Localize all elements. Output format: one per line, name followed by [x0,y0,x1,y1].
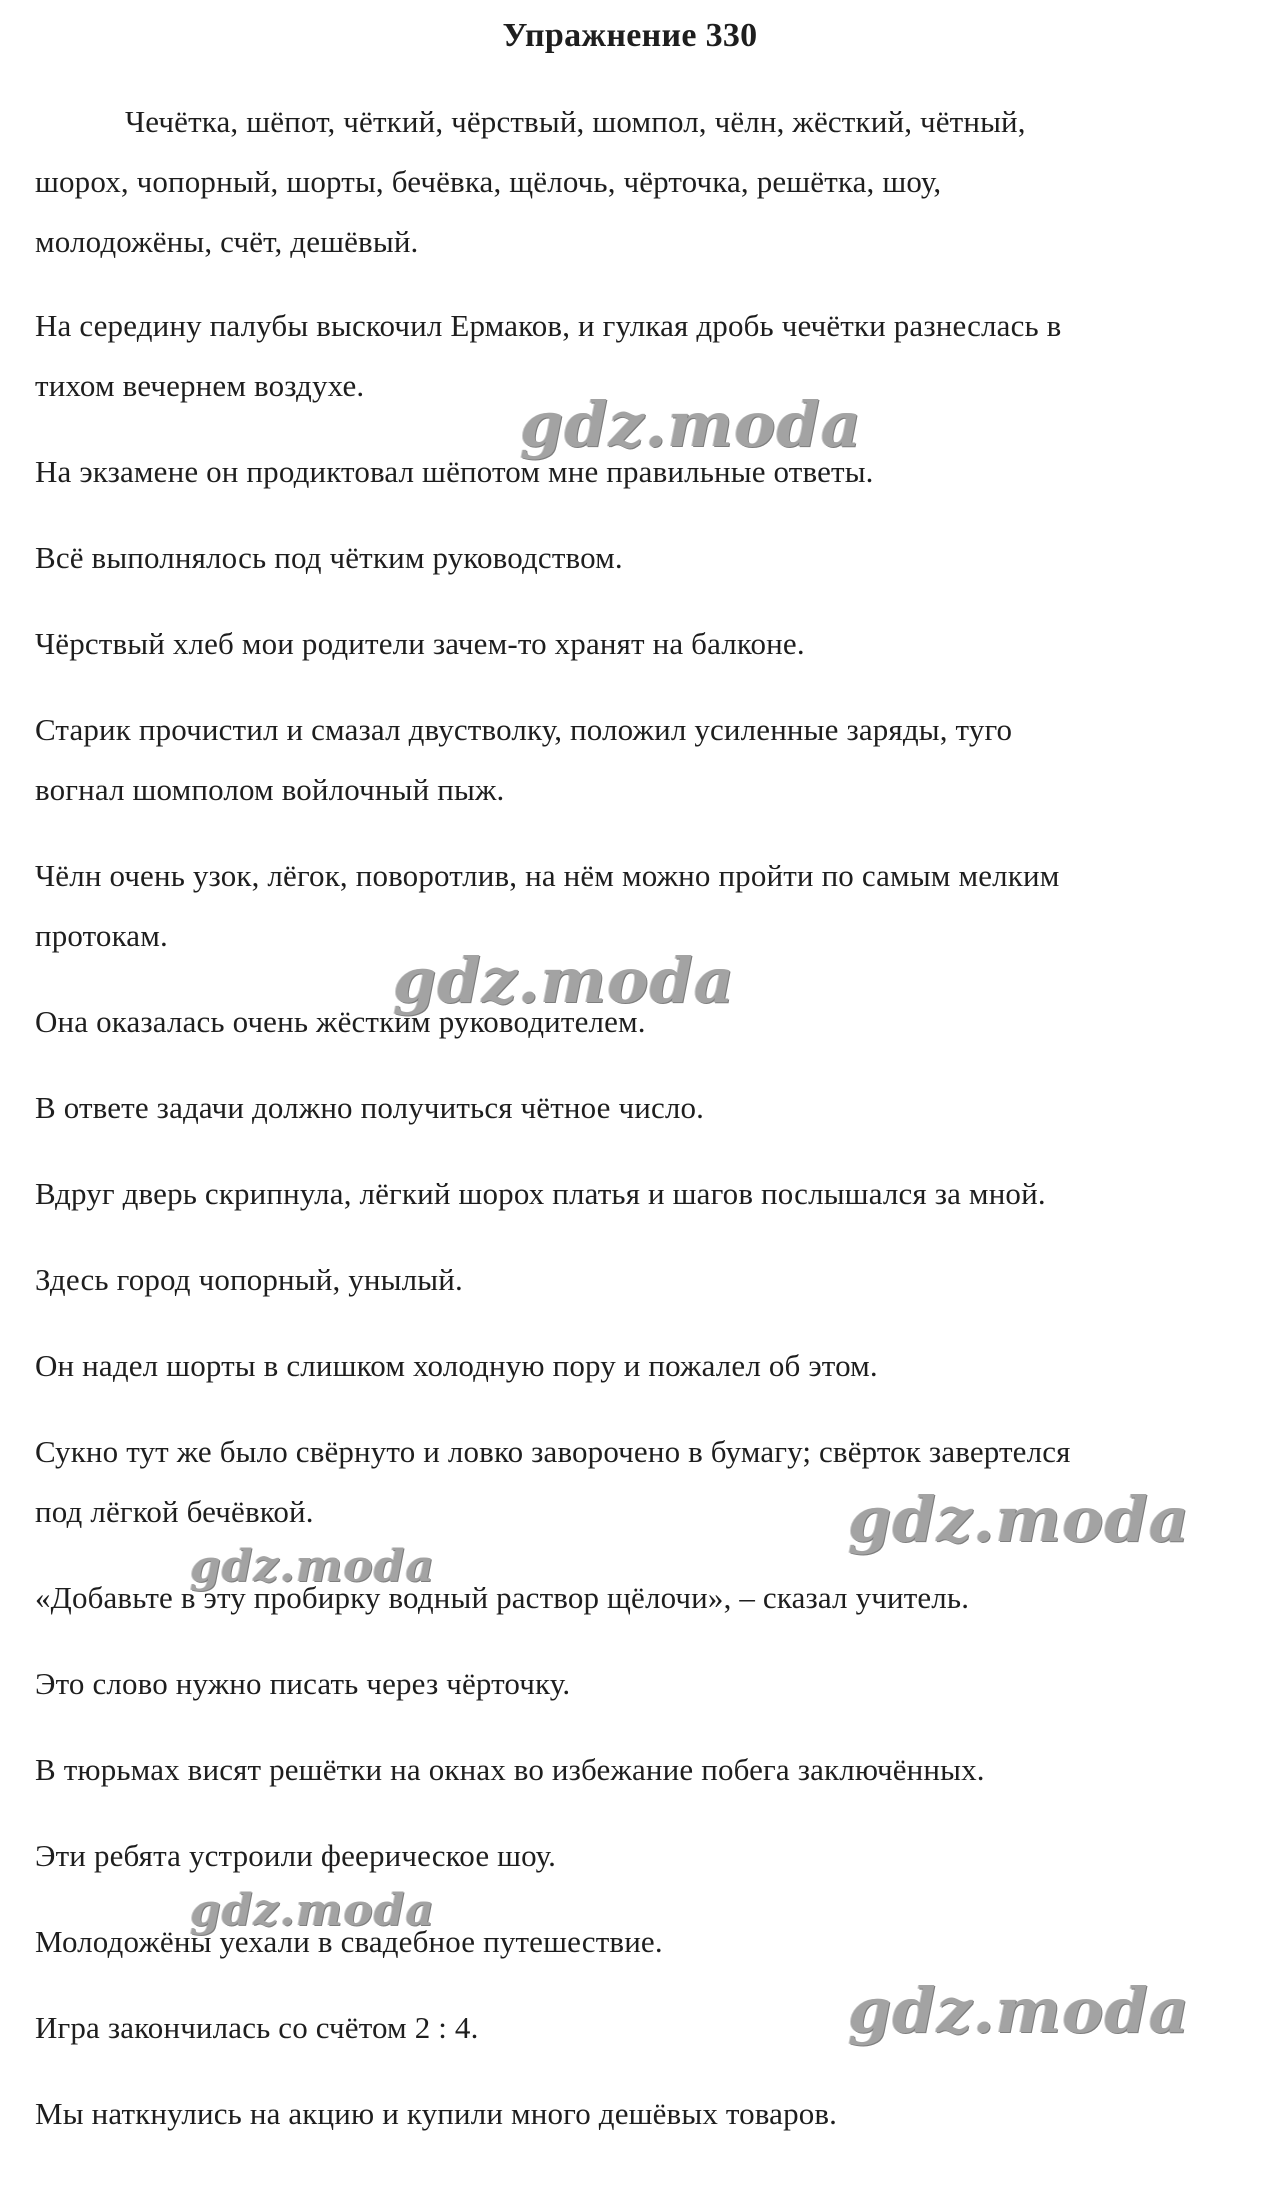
watermark: gdz.moda [520,388,862,461]
intro-line: шорох, чопорный, шорты, бечёвка, щёлочь, чёрточка, решётка, шоу, [35,164,942,199]
watermark: gdz.moda [848,1974,1190,2047]
sentence-line: Молодожёны уехали в свадебное путешествие. [35,1924,663,1959]
exercise-title: Упражнение 330 [502,17,758,54]
sentence-line: В ответе задачи должно получиться чётное число. [35,1090,705,1125]
sentence-line: под лёгкой бечёвкой. [35,1494,314,1529]
intro-line: молодожёны, счёт, дешёвый. [35,224,419,259]
sentence-line: «Добавьте в эту пробирку водный раствор щёлочи», – сказал учитель. [35,1580,970,1615]
sentence-line: На середину палубы выскочил Ермаков, и гулкая дробь чечётки разнеслась в [35,308,1062,343]
sentence-line: Он надел шорты в слишком холодную пору и пожалел об этом. [35,1348,878,1383]
sentence-line: Вдруг дверь скрипнула, лёгкий шорох платья и шагов послышался за мной. [35,1176,1046,1211]
sentence-line: Эти ребята устроили феерическое шоу. [35,1838,557,1873]
watermark: gdz.moda [848,1483,1190,1556]
sentence-line: Всё выполнялось под чётким руководством. [35,540,623,575]
watermark: gdz.moda [393,944,735,1017]
sentence-line: В тюрьмах висят решётки на окнах во избежание побега заключённых. [35,1752,985,1787]
sentence-line: Старик прочистил и смазал двустволку, положил усиленные заряды, туго [35,712,1013,747]
sentence-line: На экзамене он продиктовал шёпотом мне правильные ответы. [35,454,874,489]
sentence-line: Это слово нужно писать через чёрточку. [35,1666,571,1701]
sentence-line: Мы наткнулись на акцию и купили много дешёвых товаров. [35,2096,838,2131]
sentence-line: тихом вечернем воздухе. [35,368,365,403]
sentence-line: протокам. [35,918,168,953]
sentence-line: Сукно тут же было свёрнуто и ловко заворочено в бумагу; свёрток завертелся [35,1434,1071,1469]
sentence-line: Игра закончилась со счётом 2 : 4. [35,2010,479,2045]
watermark: gdz.moda [190,1885,436,1936]
sentence-line: вогнал шомполом войлочный пыж. [35,772,505,807]
watermark: gdz.moda [190,1541,436,1592]
intro-line: Чечётка, шёпот, чёткий, чёрствый, шомпол, чёлн, жёсткий, чётный, [125,104,1026,139]
sentence-line: Чёлн очень узок, лёгок, поворотлив, на нём можно пройти по самым мелким [35,858,1060,893]
sentence-line: Здесь город чопорный, унылый. [35,1262,463,1297]
sentence-line: Она оказалась очень жёстким руководителем. [35,1004,646,1039]
sentence-line: Чёрствый хлеб мои родители зачем-то хранят на балконе. [35,626,805,661]
